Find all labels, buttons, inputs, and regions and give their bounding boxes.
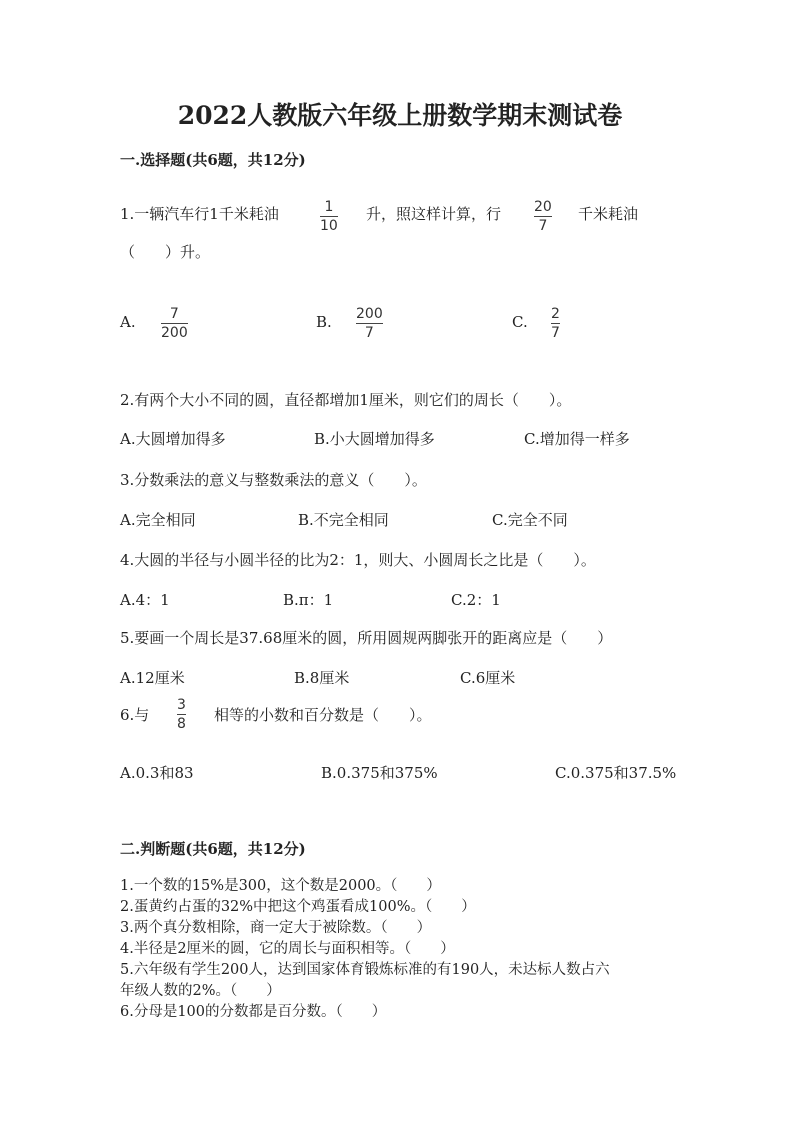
q1-fraction-1 bbox=[320, 199, 338, 234]
judgment-item-3: 3.两个真分数相除，商一定大于被除数。（ ） bbox=[120, 920, 432, 936]
q5-option-c: C.6厘米 bbox=[460, 669, 516, 687]
q3-option-c: C.完全不同 bbox=[492, 511, 568, 529]
q4-option-b: B.π：1 bbox=[283, 591, 334, 609]
q3-text: 3.分数乘法的意义与整数乘法的意义（ ）。 bbox=[120, 471, 427, 489]
judgment-item-6: 6.分母是100的分数都是百分数。（ ） bbox=[120, 1004, 387, 1020]
fraction-denominator: 10 bbox=[320, 218, 338, 234]
judgment-item-5-line1: 5.六年级有学生200人，达到国家体育锻炼标准的有190人，未达标人数占六 bbox=[120, 962, 610, 978]
q1-text-part1: 1.一辆汽车行1千米耗油 bbox=[120, 205, 279, 223]
q3-option-b: B.不完全相同 bbox=[298, 511, 389, 529]
q5-text: 5.要画一个周长是37.68厘米的圆，所用圆规两脚张开的距离应是（ ） bbox=[120, 629, 613, 647]
q6-option-b: B.0.375和375% bbox=[321, 764, 438, 782]
fraction-numerator: 1 bbox=[324, 199, 334, 215]
fraction-bar bbox=[534, 216, 552, 217]
document-title: 2022人教版六年级上册数学期末测试卷 bbox=[177, 101, 623, 130]
q2-text: 2.有两个大小不同的圆，直径都增加1厘米，则它们的周长（ ）。 bbox=[120, 391, 572, 409]
q1-option-c-label: C. bbox=[512, 313, 528, 331]
fraction-numerator: 7 bbox=[169, 306, 179, 322]
fraction-bar bbox=[177, 714, 186, 715]
q1-option-a-label: A. bbox=[120, 313, 136, 331]
q1-option-b-label: B. bbox=[316, 313, 332, 331]
q4-text: 4.大圆的半径与小圆半径的比为2：1，则大、小圆周长之比是（ ）。 bbox=[120, 551, 596, 569]
q6-text-part2: 相等的小数和百分数是（ ）。 bbox=[214, 706, 432, 724]
fraction-bar bbox=[161, 323, 188, 324]
q5-option-a: A.12厘米 bbox=[120, 669, 185, 687]
q2-option-a: A.大圆增加得多 bbox=[120, 430, 226, 448]
judgment-item-5-line2: 年级人数的2%。（ ） bbox=[120, 983, 281, 999]
fraction-denominator: 7 bbox=[364, 325, 374, 341]
q1-text-part4: （ ）升。 bbox=[120, 243, 211, 261]
fraction-bar bbox=[356, 323, 383, 324]
section-heading-choice: 一.选择题(共6题，共12分) bbox=[120, 151, 306, 169]
q6-fraction bbox=[177, 697, 186, 732]
q3-option-a: A.完全相同 bbox=[120, 511, 196, 529]
fraction-denominator: 7 bbox=[538, 218, 548, 234]
q6-option-a: A.0.3和83 bbox=[120, 764, 194, 782]
fraction-denominator: 8 bbox=[177, 716, 186, 732]
fraction-denominator: 200 bbox=[161, 325, 188, 341]
fraction-numerator: 20 bbox=[534, 199, 552, 215]
q2-option-c: C.增加得一样多 bbox=[524, 430, 630, 448]
q5-option-b: B.8厘米 bbox=[294, 669, 350, 687]
judgment-item-1: 1.一个数的15%是300，这个数是2000。（ ） bbox=[120, 878, 441, 894]
fraction-bar bbox=[551, 323, 560, 324]
q1-option-b-fraction bbox=[356, 306, 383, 341]
q1-option-c-fraction bbox=[551, 306, 560, 341]
judgment-item-4: 4.半径是2厘米的圆，它的周长与面积相等。（ ） bbox=[120, 941, 455, 957]
fraction-numerator: 2 bbox=[551, 306, 560, 322]
fraction-denominator: 7 bbox=[551, 325, 560, 341]
q1-text-part2: 升，照这样计算，行 bbox=[366, 205, 502, 223]
q6-option-c: C.0.375和37.5% bbox=[555, 764, 677, 782]
q1-text-part3: 千米耗油 bbox=[578, 205, 639, 223]
q4-option-a: A.4：1 bbox=[120, 591, 170, 609]
q6-text-part1: 6.与 bbox=[120, 706, 150, 724]
q1-option-a-fraction bbox=[161, 306, 188, 341]
fraction-numerator: 3 bbox=[177, 697, 186, 713]
q2-option-b: B.小大圆增加得多 bbox=[314, 430, 435, 448]
judgment-item-2: 2.蛋黄约占蛋的32%中把这个鸡蛋看成100%。（ ） bbox=[120, 899, 476, 915]
q1-fraction-2 bbox=[534, 199, 552, 234]
q4-option-c: C.2：1 bbox=[451, 591, 501, 609]
fraction-bar bbox=[320, 216, 338, 217]
fraction-numerator: 200 bbox=[356, 306, 383, 322]
section-heading-judgment: 二.判断题(共6题，共12分) bbox=[120, 840, 306, 858]
